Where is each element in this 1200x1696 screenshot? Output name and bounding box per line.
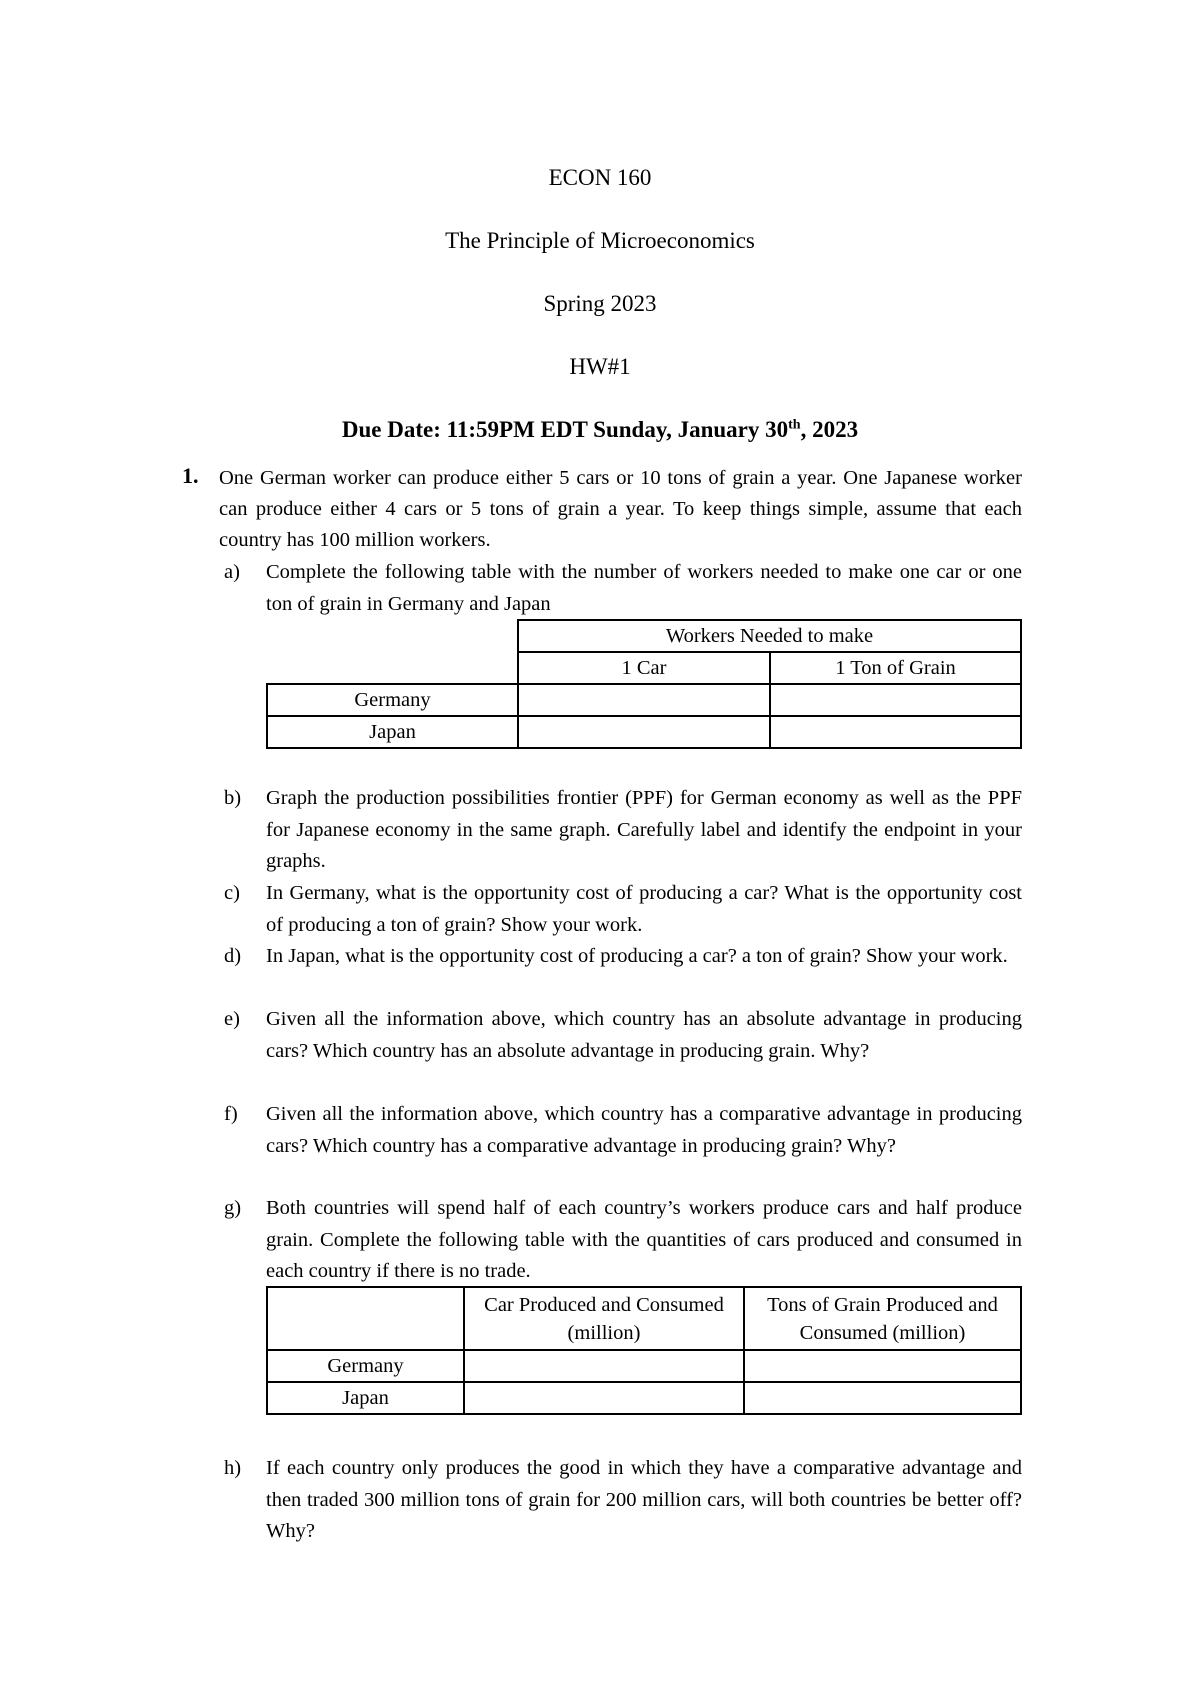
part-label: f)	[224, 1103, 238, 1125]
question-number: 1.	[182, 463, 199, 488]
part-text: Complete the following table with the number of workers needed to make one car or one ton of grain in Germany and Japan	[266, 561, 1022, 615]
table-row-label: Japan	[267, 716, 518, 748]
part-text: If each country only produces the good in which they have a comparative advantage and then traded 300 million tons of grain for 200 million cars, will both countries be better off? Why?	[266, 1457, 1022, 1542]
part-text: Graph the production possibilities frontier (PPF) for German economy as well as the PPF for Japanese economy in the same graph. Carefully label and identify the endpoint in your graphs.	[266, 787, 1022, 872]
due-date-sup: th	[788, 417, 801, 433]
part-label: h)	[224, 1457, 242, 1479]
term: Spring 2023	[543, 291, 657, 316]
part-label: e)	[224, 1008, 240, 1030]
table-header-grain: 1 Ton of Grain	[770, 652, 1021, 684]
table-blank-cell	[267, 1287, 464, 1350]
table-cell	[518, 684, 770, 716]
part-text: Both countries will spend half of each country’s workers produce cars and half produce grain. Complete the following table with the quantities of cars produced and consumed in each country if there is no trade.	[266, 1197, 1022, 1282]
table-header-grain: Tons of Grain Produced and Consumed (million)	[744, 1287, 1021, 1350]
table-cell	[464, 1382, 744, 1414]
part-text: In Japan, what is the opportunity cost of producing a car? a ton of grain? Show your work.	[266, 945, 1008, 967]
table-cell	[464, 1350, 744, 1382]
table-cell	[770, 716, 1021, 748]
table-cell	[518, 716, 770, 748]
part-text: Given all the information above, which country has an absolute advantage in producing cars? Which country has an absolute advantage in producing grain. Why?	[266, 1008, 1022, 1062]
part-text: In Germany, what is the opportunity cost of producing a car? What is the opportunity cost of producing a ton of grain? Show your work.	[266, 882, 1022, 936]
table-cell	[744, 1382, 1021, 1414]
question-text: One German worker can produce either 5 cars or 10 tons of grain a year. One Japanese worker can produce either 4 cars or 5 tons of grain a year. To keep things simple, assume that each country has 100 million workers.	[219, 467, 1022, 551]
table-row-label: Germany	[267, 684, 518, 716]
table-cell	[770, 684, 1021, 716]
part-label: c)	[224, 882, 240, 904]
part-label: g)	[224, 1197, 242, 1219]
due-date	[0, 417, 1200, 443]
part-label: a)	[224, 561, 240, 583]
table-production-consumption	[266, 1286, 1022, 1415]
assignment-title: HW#1	[569, 354, 631, 379]
table-cell	[744, 1350, 1021, 1382]
due-date-year: , 2023	[800, 417, 859, 442]
part-label: d)	[224, 945, 242, 967]
table-header-car: 1 Car	[518, 652, 770, 684]
course-title: The Principle of Microeconomics	[445, 228, 755, 253]
table-row-label: Germany	[267, 1350, 464, 1382]
table-row-label: Japan	[267, 1382, 464, 1414]
table-group-header: Workers Needed to make	[518, 620, 1021, 652]
part-label: b)	[224, 787, 242, 809]
course-code: ECON 160	[548, 165, 652, 190]
table-workers-needed	[266, 619, 1022, 749]
part-text: Given all the information above, which country has a comparative advantage in producing cars? Which country has a comparative advantage in producing grain? Why?	[266, 1103, 1022, 1157]
table-blank-cell	[267, 620, 518, 684]
table-header-cars: Car Produced and Consumed (million)	[464, 1287, 744, 1350]
due-date-main: Due Date: 11:59PM EDT Sunday, January 30	[341, 417, 789, 442]
